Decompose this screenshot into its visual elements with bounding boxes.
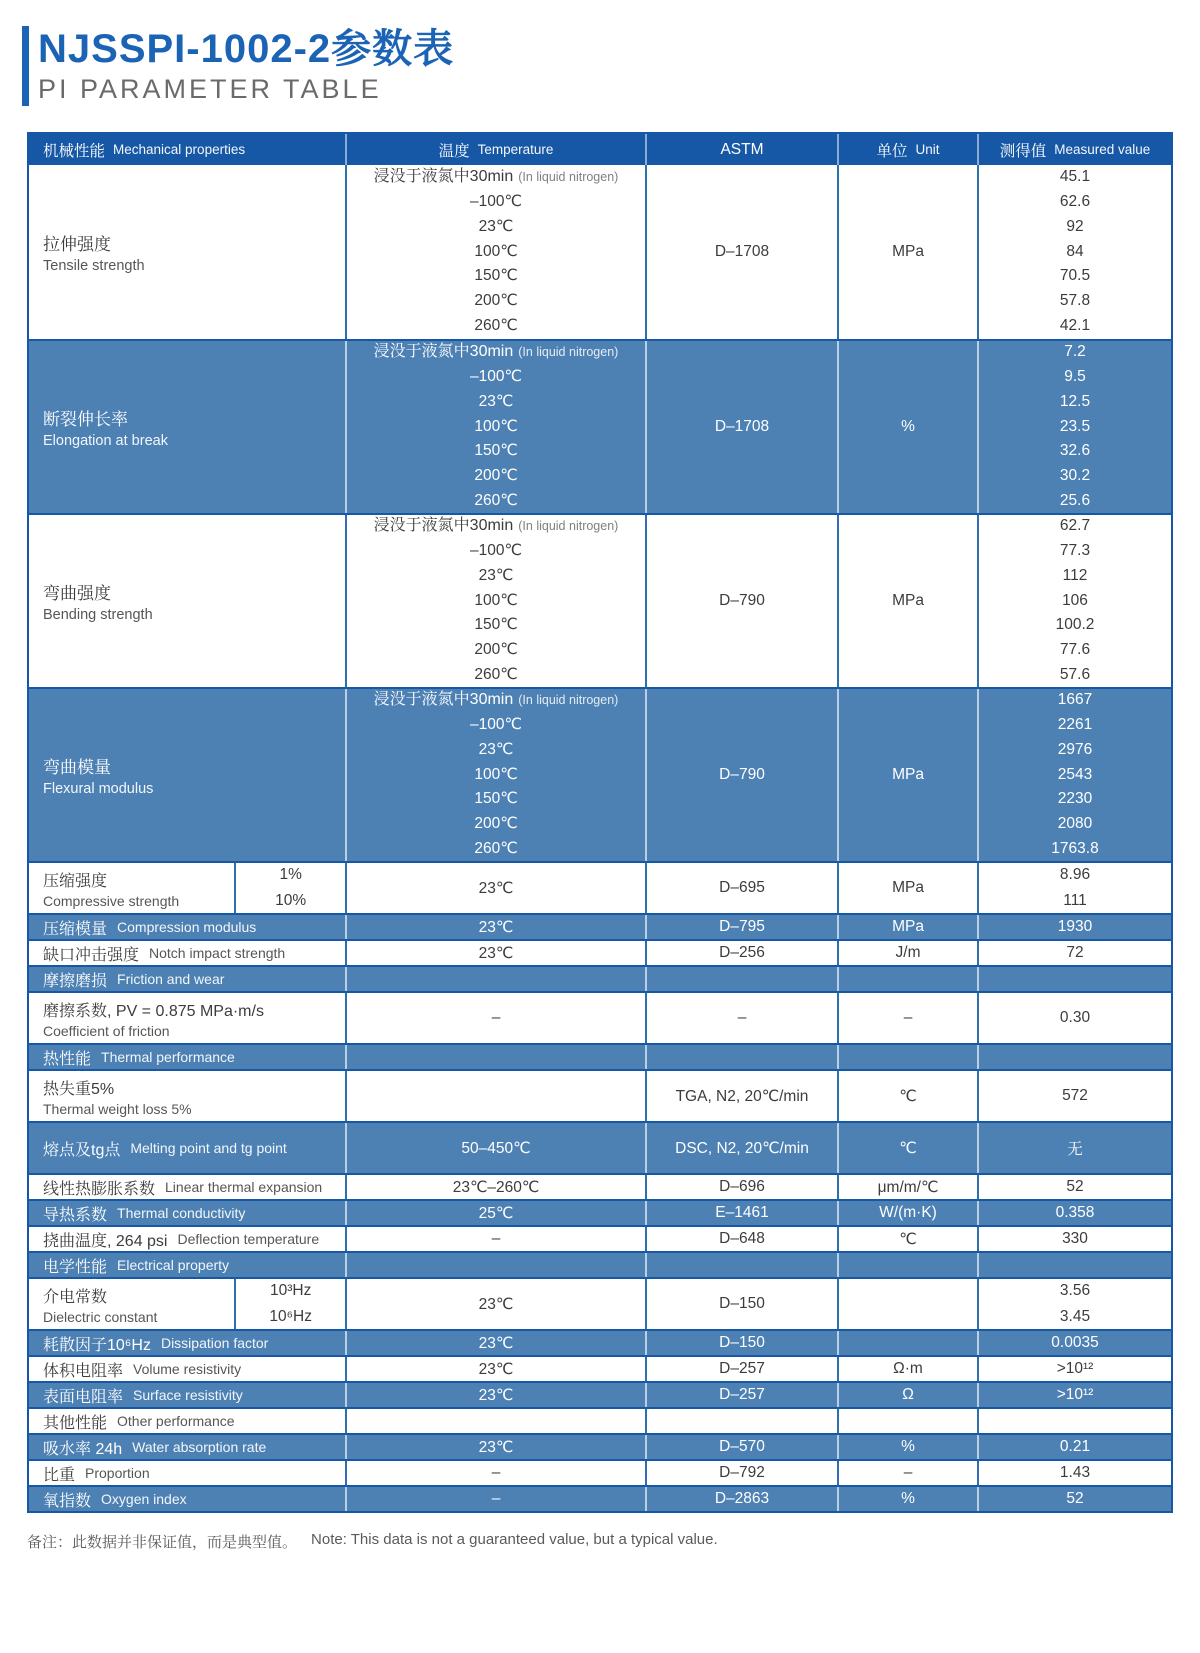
- table-row: [29, 913, 1171, 939]
- cell-astm: D–256: [647, 941, 839, 965]
- property-name-en: Melting point and tg point: [130, 1140, 287, 1156]
- cell-astm: [647, 1045, 839, 1069]
- liquid-nitrogen-note: (In liquid nitrogen): [518, 519, 619, 534]
- value-line: 30.2: [1059, 467, 1091, 485]
- property-name-en: Tensile strength: [43, 258, 145, 274]
- header-en: Unit: [915, 142, 940, 157]
- cell-temperature: 50–450℃: [347, 1123, 647, 1173]
- cell-temperature: [347, 967, 647, 991]
- table-row: [29, 1225, 1171, 1251]
- cell-astm: D–648: [647, 1227, 839, 1251]
- property-name-zh: 压缩强度: [43, 872, 108, 890]
- property-name-zh: 磨擦系数, PV = 0.875 MPa·m/s: [43, 1002, 264, 1020]
- property-name-en: Flexural modulus: [43, 781, 154, 797]
- cell-property: [29, 1201, 347, 1225]
- temperature-line: 23℃: [478, 392, 514, 410]
- cell-astm: D–150: [647, 1331, 839, 1355]
- temperature-line: 150℃: [474, 616, 518, 634]
- value-line: 2261: [1057, 716, 1093, 734]
- cell-temperature: 23℃: [347, 863, 647, 913]
- cell-measured-value: [979, 967, 1171, 991]
- property-name-en: Linear thermal expansion: [165, 1179, 323, 1195]
- cell-astm: D–695: [647, 863, 839, 913]
- cell-temperature: [347, 1409, 647, 1433]
- table-row: [29, 1173, 1171, 1199]
- property-condition-subcell: [234, 863, 345, 913]
- value-line: 2543: [1057, 765, 1093, 783]
- property-name-zh: 缺口冲击强度: [43, 946, 140, 964]
- temperature-line: 23℃: [478, 217, 514, 235]
- property-name-en: Thermal conductivity: [117, 1205, 246, 1221]
- cell-temperature: –: [347, 1487, 647, 1511]
- property-name-zh: 电学性能: [43, 1258, 108, 1276]
- footnote-en: Note: This data is not a guaranteed value, but a typical value.: [311, 1531, 718, 1548]
- cell-temperature: 23℃: [347, 1331, 647, 1355]
- property-name-zh: 熔点及tg点: [43, 1141, 121, 1159]
- cell-unit: [839, 1409, 979, 1433]
- temperature-line: 100℃: [474, 765, 518, 783]
- table-row: [29, 513, 1171, 687]
- cell-property: [29, 993, 347, 1043]
- property-name-zh: 其他性能: [43, 1414, 108, 1432]
- cell-astm: D–150: [647, 1279, 839, 1329]
- table-row: [29, 991, 1171, 1043]
- temperature-line: 200℃: [474, 641, 518, 659]
- value-line: 3.45: [1059, 1308, 1091, 1325]
- table-row: [29, 1043, 1171, 1069]
- cell-property: [29, 515, 347, 687]
- property-name-zh: 挠曲温度, 264 psi: [43, 1232, 168, 1250]
- cell-property: [29, 1383, 347, 1407]
- value-line: 9.5: [1064, 368, 1086, 386]
- temperature-line: 150℃: [474, 442, 518, 460]
- cell-unit: [839, 1253, 979, 1277]
- header-en: Measured value: [1054, 142, 1151, 157]
- property-name-en: Proportion: [85, 1465, 150, 1481]
- page-title: NJSSPI-1002-2参数表: [38, 27, 455, 71]
- table-row: [29, 1485, 1171, 1511]
- cell-property: [29, 1487, 347, 1511]
- condition-label: 10³Hz: [270, 1282, 312, 1299]
- cell-measured-value: >10¹²: [1056, 1386, 1094, 1403]
- property-name-zh: 耗散因子10⁶Hz: [43, 1336, 151, 1354]
- cell-measured-value: 52: [1066, 1178, 1084, 1195]
- page-subtitle: PI PARAMETER TABLE: [38, 74, 382, 104]
- value-line: 111: [1063, 892, 1087, 909]
- value-line: 77.6: [1059, 641, 1091, 659]
- cell-property: [29, 1253, 347, 1277]
- cell-temperature: [347, 515, 647, 687]
- condition-label: 1%: [279, 866, 302, 883]
- property-name-zh: 拉伸强度: [43, 235, 111, 254]
- property-name-zh: 线性热膨胀系数: [43, 1180, 156, 1198]
- cell-temperature: [347, 341, 647, 513]
- cell-astm: D–792: [647, 1461, 839, 1485]
- cell-astm: D–1708: [647, 341, 839, 513]
- cell-temperature: –: [347, 1461, 647, 1485]
- value-line: 112: [1062, 566, 1088, 584]
- property-name-en: Dielectric constant: [43, 1308, 158, 1325]
- cell-measured-value: 330: [1062, 1230, 1088, 1247]
- header-zh: ASTM: [720, 140, 764, 158]
- property-name-zh: 弯曲强度: [43, 584, 111, 603]
- cell-astm: D–257: [647, 1357, 839, 1381]
- cell-property: [29, 1409, 347, 1433]
- cell-property: [29, 941, 347, 965]
- temperature-line: 100℃: [474, 417, 518, 435]
- cell-property: [29, 165, 347, 339]
- property-name: [29, 1279, 234, 1329]
- cell-property: [29, 1071, 347, 1121]
- cell-property: [29, 1175, 347, 1199]
- cell-unit: %: [839, 341, 979, 513]
- cell-astm: D–1708: [647, 165, 839, 339]
- property-name-en: Friction and wear: [117, 971, 225, 987]
- property-name-zh: 表面电阻率: [43, 1388, 124, 1406]
- temperature-text: 浸没于液氮中30min: [373, 691, 514, 709]
- temperature-line: –100℃: [470, 542, 522, 560]
- property-name-en: Other performance: [117, 1413, 235, 1429]
- temperature-line: [347, 340, 645, 365]
- cell-temperature: 23℃: [347, 1357, 647, 1381]
- property-name-zh: 吸水率 24h: [43, 1440, 123, 1458]
- cell-measured-value: [979, 1253, 1171, 1277]
- property-name-zh: 热性能: [43, 1050, 92, 1068]
- table-row: [29, 1251, 1171, 1277]
- header-zh: 单位: [876, 142, 908, 160]
- cell-unit: W/(m·K): [839, 1201, 979, 1225]
- property-name-en: Thermal performance: [101, 1049, 235, 1065]
- cell-temperature: 25℃: [347, 1201, 647, 1225]
- cell-measured-value: [979, 515, 1171, 687]
- cell-measured-value: 52: [1066, 1490, 1084, 1507]
- cell-measured-value: 0.21: [1059, 1438, 1091, 1455]
- cell-unit: ℃: [839, 1071, 979, 1121]
- cell-astm: D–790: [647, 689, 839, 861]
- header-zh: 温度: [438, 142, 470, 160]
- property-name-en: Water absorption rate: [132, 1439, 267, 1455]
- header-en: Mechanical properties: [113, 142, 246, 157]
- temperature-line: 200℃: [474, 467, 518, 485]
- table-row: [29, 1121, 1171, 1173]
- cell-unit: ℃: [839, 1123, 979, 1173]
- table-row: [29, 1433, 1171, 1459]
- cell-measured-value: 72: [1066, 944, 1084, 961]
- value-line: 57.6: [1059, 666, 1091, 683]
- temperature-text: 浸没于液氮中30min: [373, 517, 514, 535]
- cell-unit: MPa: [839, 515, 979, 687]
- cell-temperature: –: [347, 1227, 647, 1251]
- liquid-nitrogen-note: (In liquid nitrogen): [518, 345, 619, 360]
- property-name-en: Surface resistivity: [133, 1387, 243, 1403]
- property-name-zh: 断裂伸长率: [43, 410, 128, 429]
- cell-measured-value: 572: [1062, 1087, 1088, 1104]
- temperature-line: 200℃: [474, 815, 518, 833]
- cell-property: [29, 1123, 347, 1173]
- condition-label: 10%: [275, 892, 307, 909]
- property-name-en: Notch impact strength: [149, 945, 286, 961]
- cell-property: [29, 341, 347, 513]
- temperature-line: 23℃: [478, 740, 514, 758]
- cell-property: [29, 967, 347, 991]
- cell-measured-value: 0.30: [1059, 1009, 1091, 1026]
- cell-unit: MPa: [839, 863, 979, 913]
- cell-measured-value: [979, 1279, 1171, 1329]
- cell-astm: D–795: [647, 915, 839, 939]
- property-name-zh: 热失重5%: [43, 1080, 115, 1098]
- temperature-line: –100℃: [470, 716, 522, 734]
- cell-property: [29, 1435, 347, 1459]
- property-name-en: Elongation at break: [43, 433, 168, 449]
- temperature-line: [347, 165, 645, 190]
- cell-property: [29, 1279, 347, 1329]
- property-name-en: Oxygen index: [101, 1491, 187, 1507]
- cell-unit: %: [839, 1487, 979, 1511]
- table-body: [29, 165, 1171, 1511]
- cell-temperature: 23℃: [347, 915, 647, 939]
- temperature-line: 260℃: [474, 492, 518, 509]
- cell-property: [29, 1357, 347, 1381]
- cell-unit: MPa: [839, 689, 979, 861]
- cell-unit: [839, 1045, 979, 1069]
- cell-astm: –: [647, 993, 839, 1043]
- cell-property: [29, 1045, 347, 1069]
- cell-unit: –: [839, 993, 979, 1043]
- cell-temperature: 23℃: [347, 1383, 647, 1407]
- cell-temperature: –: [347, 993, 647, 1043]
- cell-astm: D–570: [647, 1435, 839, 1459]
- value-line: 100.2: [1055, 616, 1095, 634]
- property-name-en: Volume resistivity: [133, 1361, 242, 1377]
- cell-unit: [839, 1331, 979, 1355]
- header-measured-value: [979, 134, 1171, 165]
- cell-astm: D–2863: [647, 1487, 839, 1511]
- value-line: 32.6: [1059, 442, 1091, 460]
- table-row: [29, 1355, 1171, 1381]
- cell-astm: TGA, N2, 20℃/min: [647, 1071, 839, 1121]
- header-zh: 测得值: [999, 142, 1047, 160]
- cell-unit: Ω·m: [839, 1357, 979, 1381]
- value-line: 3.56: [1059, 1282, 1091, 1299]
- temperature-line: 100℃: [474, 591, 518, 609]
- parameter-table: [27, 132, 1173, 1513]
- cell-measured-value: [979, 341, 1171, 513]
- temperature-line: 150℃: [474, 267, 518, 285]
- cell-astm: [647, 1253, 839, 1277]
- property-name: [29, 863, 234, 913]
- title-text: [38, 26, 454, 106]
- table-row: [29, 1277, 1171, 1329]
- table-row: [29, 1459, 1171, 1485]
- cell-unit: Ω: [839, 1383, 979, 1407]
- cell-property: [29, 689, 347, 861]
- liquid-nitrogen-note: (In liquid nitrogen): [518, 693, 619, 708]
- footnote: [27, 1531, 1173, 1552]
- cell-unit: [839, 1279, 979, 1329]
- liquid-nitrogen-note: (In liquid nitrogen): [518, 170, 619, 185]
- cell-measured-value: 无: [1067, 1141, 1083, 1158]
- cell-temperature: [347, 1253, 647, 1277]
- header-temperature: [347, 134, 647, 165]
- value-line: 84: [1066, 242, 1084, 260]
- temperature-line: [347, 688, 645, 713]
- table-row: [29, 939, 1171, 965]
- temperature-line: 150℃: [474, 790, 518, 808]
- cell-astm: E–1461: [647, 1201, 839, 1225]
- value-line: 25.6: [1059, 492, 1091, 509]
- value-line: 106: [1062, 591, 1088, 609]
- table-row: [29, 1407, 1171, 1433]
- cell-measured-value: [979, 689, 1171, 861]
- value-line: 70.5: [1059, 267, 1091, 285]
- property-name-en: Deflection temperature: [177, 1231, 320, 1247]
- value-line: 62.6: [1059, 193, 1091, 210]
- cell-measured-value: [979, 165, 1171, 339]
- header-unit: [839, 134, 979, 165]
- temperature-line: 100℃: [474, 242, 518, 260]
- table-row: [29, 1381, 1171, 1407]
- cell-unit: MPa: [839, 165, 979, 339]
- cell-temperature: 23℃–260℃: [347, 1175, 647, 1199]
- header-astm: [647, 134, 839, 165]
- property-name-en: Compression modulus: [117, 919, 257, 935]
- table-row: [29, 1199, 1171, 1225]
- header-zh: 机械性能: [43, 142, 106, 160]
- temperature-line: 200℃: [474, 292, 518, 310]
- table-row: [29, 965, 1171, 991]
- value-line: 2230: [1057, 790, 1093, 808]
- property-name-en: Compressive strength: [43, 892, 180, 909]
- value-line: 62.7: [1059, 517, 1091, 535]
- property-name-en: Dissipation factor: [160, 1335, 269, 1351]
- table-row: [29, 1069, 1171, 1121]
- property-name-en: Thermal weight loss 5%: [43, 1100, 192, 1117]
- cell-measured-value: 1.43: [1059, 1464, 1091, 1481]
- table-row: [29, 165, 1171, 339]
- cell-temperature: 23℃: [347, 1435, 647, 1459]
- header-mechanical-properties: [29, 134, 347, 165]
- cell-temperature: [347, 165, 647, 339]
- cell-astm: DSC, N2, 20℃/min: [647, 1123, 839, 1173]
- value-line: 2080: [1057, 815, 1093, 833]
- value-line: 92: [1066, 217, 1084, 235]
- cell-measured-value: >10¹²: [1056, 1360, 1094, 1377]
- cell-unit: [839, 967, 979, 991]
- value-line: 12.5: [1059, 392, 1091, 410]
- title-accent-bar: [22, 26, 29, 106]
- table-row: [29, 861, 1171, 913]
- cell-temperature: [347, 1045, 647, 1069]
- property-name-en: Coefficient of friction: [43, 1022, 170, 1039]
- value-line: 2976: [1057, 740, 1093, 758]
- value-line: 23.5: [1059, 417, 1091, 435]
- cell-unit: J/m: [839, 941, 979, 965]
- table-header-row: [29, 134, 1171, 165]
- cell-unit: ℃: [839, 1227, 979, 1251]
- cell-astm: D–790: [647, 515, 839, 687]
- property-name-zh: 氧指数: [43, 1492, 92, 1510]
- cell-measured-value: [979, 1409, 1171, 1433]
- condition-label: 10⁶Hz: [269, 1308, 312, 1325]
- cell-temperature: [347, 689, 647, 861]
- value-line: 8.96: [1059, 866, 1091, 883]
- cell-unit: –: [839, 1461, 979, 1485]
- cell-measured-value: [979, 863, 1171, 913]
- cell-measured-value: 0.358: [1055, 1204, 1095, 1221]
- cell-temperature: 23℃: [347, 941, 647, 965]
- cell-property: [29, 1227, 347, 1251]
- value-line: 45.1: [1059, 168, 1091, 186]
- property-name-zh: 导热系数: [43, 1206, 108, 1224]
- property-name-zh: 弯曲模量: [43, 758, 111, 777]
- table-row: [29, 339, 1171, 513]
- temperature-line: –100℃: [470, 368, 522, 386]
- table-row: [29, 1329, 1171, 1355]
- cell-astm: [647, 1409, 839, 1433]
- temperature-line: 260℃: [474, 840, 518, 857]
- temperature-line: [347, 514, 645, 539]
- property-name-zh: 比重: [43, 1466, 76, 1484]
- cell-unit: μm/m/℃: [839, 1175, 979, 1199]
- value-line: 1763.8: [1051, 840, 1099, 857]
- cell-property: [29, 863, 347, 913]
- value-line: 57.8: [1059, 292, 1091, 310]
- temperature-line: 23℃: [478, 566, 514, 584]
- cell-unit: MPa: [839, 915, 979, 939]
- property-name-zh: 摩擦磨损: [43, 972, 108, 990]
- cell-temperature: [347, 1071, 647, 1121]
- value-line: 1667: [1057, 691, 1093, 709]
- temperature-text: 浸没于液氮中30min: [373, 343, 514, 361]
- property-name-zh: 压缩模量: [43, 920, 108, 938]
- value-line: 42.1: [1059, 316, 1091, 334]
- property-condition-subcell: [234, 1279, 345, 1329]
- cell-measured-value: 1930: [1057, 918, 1093, 935]
- value-line: 77.3: [1059, 542, 1091, 560]
- property-name-en: Electrical property: [117, 1257, 230, 1273]
- property-name-en: Bending strength: [43, 607, 153, 623]
- cell-measured-value: 0.0035: [1051, 1334, 1099, 1351]
- cell-property: [29, 1331, 347, 1355]
- property-name-zh: 体积电阻率: [43, 1362, 124, 1380]
- temperature-text: 浸没于液氮中30min: [373, 168, 514, 186]
- header-en: Temperature: [477, 142, 554, 157]
- table-row: [29, 687, 1171, 861]
- cell-property: [29, 915, 347, 939]
- cell-astm: D–257: [647, 1383, 839, 1407]
- temperature-line: 260℃: [474, 316, 518, 334]
- property-name-zh: 介电常数: [43, 1288, 108, 1306]
- title-block: [22, 26, 1173, 106]
- temperature-line: –100℃: [470, 193, 522, 210]
- cell-unit: %: [839, 1435, 979, 1459]
- cell-property: [29, 1461, 347, 1485]
- cell-astm: [647, 967, 839, 991]
- value-line: 7.2: [1064, 343, 1086, 361]
- footnote-zh: 备注：此数据并非保证值，而是典型值。: [27, 1534, 298, 1551]
- cell-measured-value: [979, 1045, 1171, 1069]
- temperature-line: 260℃: [474, 666, 518, 683]
- cell-astm: D–696: [647, 1175, 839, 1199]
- cell-temperature: 23℃: [347, 1279, 647, 1329]
